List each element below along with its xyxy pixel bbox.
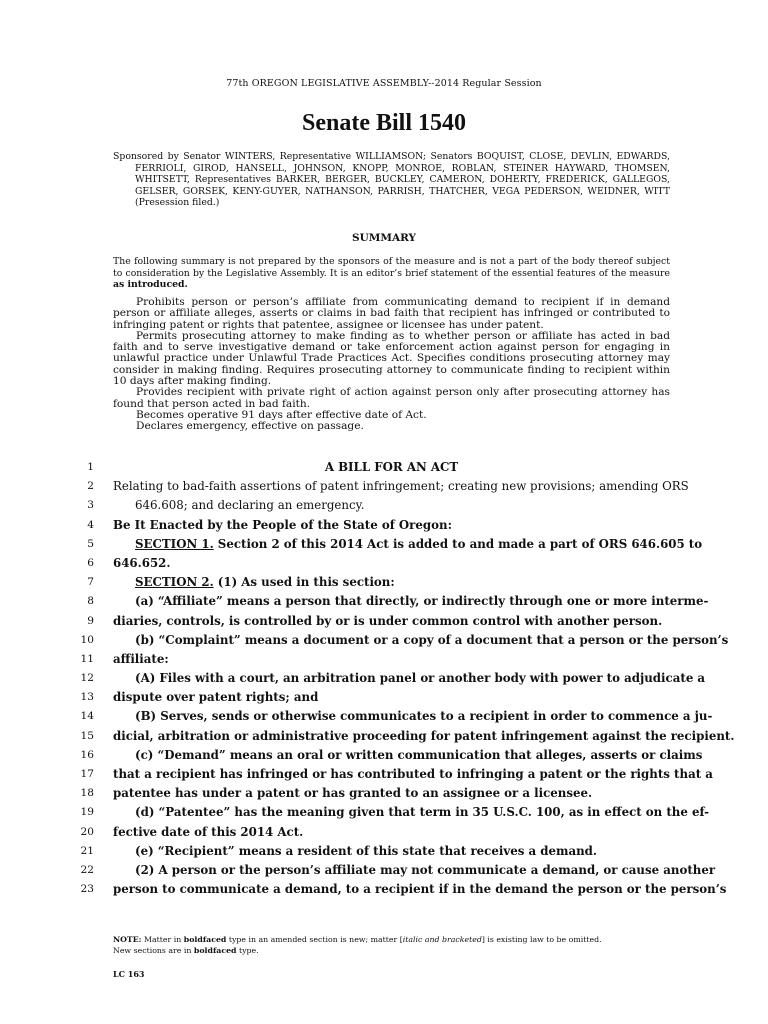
line-text: diaries, controls, is controlled by or is under common control with another person. xyxy=(113,613,663,628)
bill-title: Senate Bill 1540 xyxy=(301,110,466,136)
note-text: ] is existing law to be omitted. xyxy=(481,935,602,944)
note-italic: italic and bracketed xyxy=(402,935,482,944)
bill-line xyxy=(0,650,768,669)
note-text: Matter in xyxy=(144,935,182,944)
line-number: 13 xyxy=(80,691,94,704)
bill-line xyxy=(0,842,768,861)
line-number: 2 xyxy=(87,480,94,493)
line-number: 14 xyxy=(80,710,94,723)
line-number: 23 xyxy=(80,883,94,896)
note-bold: boldfaced xyxy=(183,935,227,944)
line-number: 8 xyxy=(87,595,94,608)
footnote-line-2 xyxy=(113,946,670,957)
bill-line xyxy=(0,592,768,611)
line-text: fective date of this 2014 Act. xyxy=(113,824,304,839)
summary-note-text: The following summary is not prepared by the sponsors of the measure and is not a part of the body thereof subject to consideration by the Legislative Assembly. It is an editor’s brief statement of the essential features of the measure xyxy=(113,256,670,279)
line-text: (B) Serves, sends or otherwise communicates to a recipient in order to commence a ju- xyxy=(135,709,713,724)
summary-body xyxy=(113,297,670,433)
summary-paragraph: Becomes operative 91 days after effective date of Act. xyxy=(136,408,427,421)
line-text: (a) “Affiliate” means a person that directly, or indirectly through one or more interme- xyxy=(135,594,709,609)
line-number: 6 xyxy=(87,556,94,569)
section-label: SECTION 1. xyxy=(135,536,214,551)
note-text: type. xyxy=(239,945,259,955)
note-bold: boldfaced xyxy=(193,945,237,955)
sponsors-block xyxy=(113,151,670,209)
bill-line xyxy=(0,746,768,765)
lc-number: LC 163 xyxy=(113,969,145,979)
summary-note-bold: as introduced. xyxy=(113,279,188,291)
summary-paragraph: Prohibits person or person’s affiliate from communicating demand to recipient if in demand person or affiliate alleges, asserts or claims in bad faith that recipient has infringed or contributed to infringing patent or rights that patentee, assignee or licensee has under patent. xyxy=(113,296,670,331)
section-text: Section 2 of this 2014 Act is added to and made a part of ORS 646.605 to xyxy=(213,536,703,551)
section-text: (1) As used in this section: xyxy=(213,575,395,590)
line-number: 21 xyxy=(80,844,94,857)
line-text: 646.608; and declaring an emergency. xyxy=(135,498,365,513)
line-text: (e) “Recipient” means a resident of this state that receives a demand. xyxy=(135,843,598,858)
bill-line xyxy=(0,612,768,631)
line-text: patentee has under a patent or has granted to an assignee or a licensee. xyxy=(113,786,593,801)
note-label: NOTE: xyxy=(113,935,142,944)
line-text: Relating to bad-faith assertions of patent infringement; creating new provisions; amending ORS xyxy=(113,479,689,494)
bill-line xyxy=(0,535,768,554)
bill-act-heading: A BILL FOR AN ACT xyxy=(324,460,459,474)
line-text: (A) Files with a court, an arbitration panel or another body with power to adjudicate a xyxy=(135,671,706,686)
bill-line xyxy=(0,784,768,803)
line-text: (c) “Demand” means an oral or written communication that alleges, asserts or claims xyxy=(135,747,703,762)
note-text: type in an amended section is new; matter [ xyxy=(228,935,403,944)
line-number: 16 xyxy=(80,748,94,761)
bill-line xyxy=(0,458,768,477)
bill-line xyxy=(0,707,768,726)
footnote-line-1 xyxy=(113,935,670,946)
bill-line xyxy=(0,496,768,515)
line-number: 19 xyxy=(80,806,94,819)
summary-paragraph: Declares emergency, effective on passage. xyxy=(136,420,364,433)
bill-line xyxy=(0,516,768,535)
line-number: 17 xyxy=(80,768,94,780)
bill-line xyxy=(0,727,768,746)
summary-heading: SUMMARY xyxy=(351,232,417,244)
enacting-clause: Be It Enacted by the People of the State of Oregon: xyxy=(113,517,452,532)
bill-line xyxy=(0,554,768,573)
bill-line xyxy=(0,688,768,707)
line-text: (d) “Patentee” has the meaning given that term in 35 U.S.C. 100, as in effect on the ef- xyxy=(135,805,710,820)
bill-line xyxy=(0,823,768,842)
line-number: 7 xyxy=(87,576,94,589)
line-number: 5 xyxy=(87,537,94,550)
line-text xyxy=(113,535,703,554)
line-number: 11 xyxy=(80,652,94,665)
line-text: that a recipient has infringed or has contributed to infringing a patent or the rights that a xyxy=(113,767,713,781)
bill-line xyxy=(0,880,768,899)
line-number: 22 xyxy=(80,863,94,876)
sponsors-text: Sponsored by Senator WINTERS, Representative WILLIAMSON; Senators BOQUIST, CLOSE, DEVLIN, EDWARDS, FERRIOLI, GIROD, HANSELL, JOHNSON, KNOPP, MONROE, ROBLAN, STEINER HAYWARD, THOMSEN, WHITSETT, Representatives BARKER, BERGER, BUCKLEY, CAMERON, DOHERTY, FREDERICK, GALLEGOS, GELSER, GORSEK, KENY-GUYER, NATHANSON, PARRISH, THATCHER, VEGA PEDERSON, WEIDNER, WITT (Presession filed.) xyxy=(113,151,670,209)
line-text: (2) A person or the person’s affiliate may not communicate a demand, or cause another xyxy=(135,862,716,877)
line-number: 3 xyxy=(87,499,94,512)
session-header: 77th OREGON LEGISLATIVE ASSEMBLY--2014 Regular Session xyxy=(226,78,542,89)
footnote xyxy=(113,935,670,956)
line-number: 15 xyxy=(80,729,94,742)
bill-line xyxy=(0,669,768,688)
line-number: 10 xyxy=(80,633,94,646)
section-label: SECTION 2. xyxy=(135,575,214,590)
line-text xyxy=(113,573,670,592)
bill-line xyxy=(0,631,768,650)
summary-editor-note xyxy=(113,256,670,291)
line-text: affiliate: xyxy=(113,651,169,666)
line-text: dispute over patent rights; and xyxy=(113,690,319,705)
line-text: (b) “Complaint” means a document or a copy of a document that a person or the person’s xyxy=(135,632,729,647)
line-number: 18 xyxy=(80,787,94,800)
line-number: 4 xyxy=(87,518,94,531)
line-number: 12 xyxy=(80,672,94,685)
bill-line xyxy=(0,477,768,496)
line-text: person to communicate a demand, to a recipient if in the demand the person or the person’s xyxy=(113,882,727,897)
summary-paragraph: Permits prosecuting attorney to make finding as to whether person or affiliate has acted in bad faith and to serve investigative demand or take enforcement action against person for engaging in unlawful practice under Unlawful Trade Practices Act. Specifies conditions prosecuting attorney may consider in making finding. Requires prosecuting attorney to communicate finding to recipient within 10 days after making finding. xyxy=(113,329,670,388)
bill-line xyxy=(0,861,768,880)
line-number: 20 xyxy=(80,825,94,838)
line-text: dicial, arbitration or administrative proceeding for patent infringement against the recipient. xyxy=(113,728,735,743)
bill-line xyxy=(0,573,768,592)
line-number: 1 xyxy=(87,461,94,473)
line-text: 646.652. xyxy=(113,555,171,570)
bill-text xyxy=(0,458,768,899)
bill-line xyxy=(0,765,768,784)
summary-paragraph: Provides recipient with private right of action against person only after prosecuting attorney has found that person acted in bad faith. xyxy=(113,386,670,410)
bill-line xyxy=(0,803,768,822)
note-text: New sections are in xyxy=(113,945,192,955)
line-number: 9 xyxy=(87,614,94,627)
